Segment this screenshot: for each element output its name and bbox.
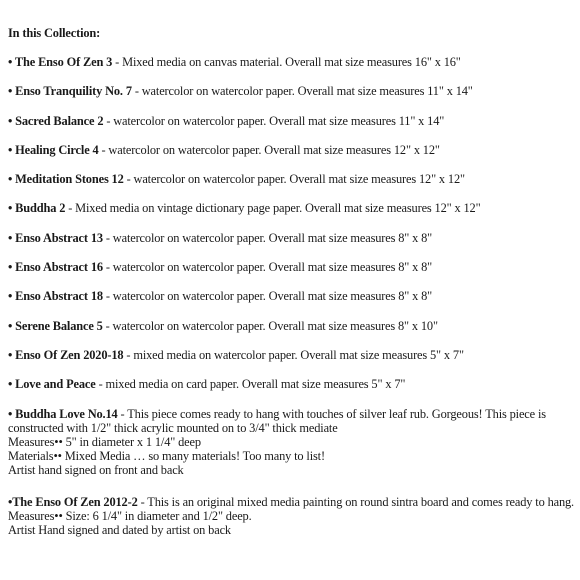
item-description: - watercolor on watercolor paper. Overall mat size measures 8" x 8" xyxy=(102,260,433,275)
buddha-love-item xyxy=(8,407,574,477)
list-item xyxy=(8,319,574,333)
item-title: • Buddha 2 xyxy=(8,201,66,216)
collection-heading: In this Collection: xyxy=(8,26,101,40)
item-description: - This piece comes ready to hang with touches of silver leaf rub. Gorgeous! This piece is constructed with 1/2" thick acrylic mounted on to 3/4" thick mediate xyxy=(8,406,546,435)
item-title: • Enso Tranquility No. 7 xyxy=(8,84,132,99)
list-item xyxy=(8,55,574,69)
item-description: - watercolor on watercolor paper. Overall mat size measures 11" x 14" xyxy=(103,113,445,128)
item-title: • Healing Circle 4 xyxy=(8,142,99,157)
item-description: - watercolor on watercolor paper. Overall mat size measures 8" x 8" xyxy=(102,289,433,304)
list-item xyxy=(8,84,574,98)
item-description: - watercolor on watercolor paper. Overall mat size measures 12" x 12" xyxy=(98,142,440,157)
item-title: • Love and Peace xyxy=(8,377,96,392)
item-title: • Meditation Stones 12 xyxy=(8,172,124,187)
list-item xyxy=(8,143,574,157)
item-title: • Buddha Love No.14 xyxy=(8,406,118,421)
item-description: - mixed media on card paper. Overall mat size measures 5" x 7" xyxy=(95,377,406,392)
collection-description xyxy=(8,26,574,555)
item-signature-note: Artist Hand signed and dated by artist on back xyxy=(8,522,231,537)
item-title: • Enso Of Zen 2020-18 xyxy=(8,347,124,362)
item-description: - mixed media on watercolor paper. Overall mat size measures 5" x 7" xyxy=(123,347,464,362)
item-description: - watercolor on watercolor paper. Overall mat size measures 11" x 14" xyxy=(131,84,473,99)
list-item xyxy=(8,172,574,186)
item-title: • Serene Balance 5 xyxy=(8,318,103,333)
collection-list xyxy=(8,55,574,391)
item-signature-note: Artist hand signed on front and back xyxy=(8,462,184,477)
list-item xyxy=(8,377,574,391)
item-title: •The Enso Of Zen 2012-2 xyxy=(8,494,138,509)
item-measures: Measures•• 5" in diameter x 1 1/4" deep xyxy=(8,434,201,449)
list-item xyxy=(8,201,574,215)
list-item xyxy=(8,260,574,274)
item-title: • Enso Abstract 13 xyxy=(8,230,103,245)
list-item xyxy=(8,348,574,362)
item-title: • Enso Abstract 16 xyxy=(8,260,103,275)
item-title: • Sacred Balance 2 xyxy=(8,113,104,128)
item-description: - watercolor on watercolor paper. Overall mat size measures 12" x 12" xyxy=(123,172,465,187)
item-description: - watercolor on watercolor paper. Overall mat size measures 8" x 10" xyxy=(102,318,438,333)
item-title: • The Enso Of Zen 3 xyxy=(8,55,113,69)
list-item xyxy=(8,289,574,303)
item-description: - watercolor on watercolor paper. Overall mat size measures 8" x 8" xyxy=(102,230,433,245)
enso-2012-item xyxy=(8,495,574,537)
item-description: - Mixed media on vintage dictionary page paper. Overall mat size measures 12" x 12" xyxy=(65,201,481,216)
item-title: • Enso Abstract 18 xyxy=(8,289,103,304)
item-description: - This is an original mixed media painting on round sintra board and comes ready to hang. Measures•• Size: 6 1/4" in diameter and 1/2" deep. xyxy=(8,494,575,523)
list-item xyxy=(8,114,574,128)
item-description: - Mixed media on canvas material. Overall mat size measures 16" x 16" xyxy=(112,55,461,69)
item-materials: Materials•• Mixed Media … so many materials! Too many to list! xyxy=(8,448,325,463)
list-item xyxy=(8,231,574,245)
